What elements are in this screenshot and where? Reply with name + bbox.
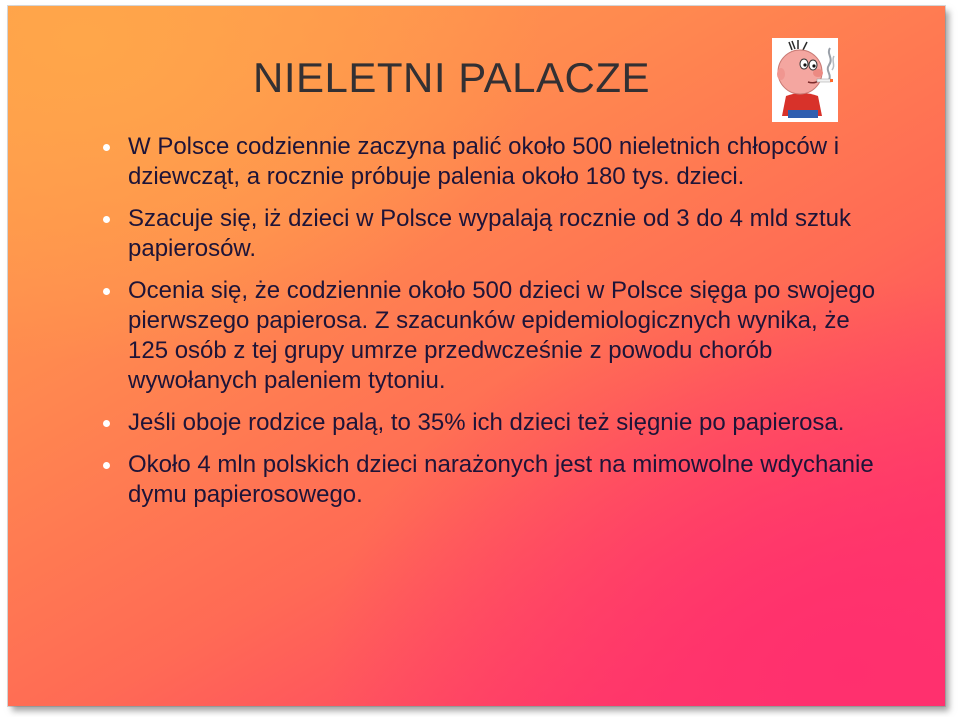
bullet-item — [128, 204, 888, 264]
bullet-dot-icon — [103, 462, 110, 469]
slide-title: NIELETNI PALACZE — [253, 54, 650, 101]
bullet-dot-icon — [103, 144, 110, 151]
bullet-text: Ocenia się, że codziennie około 500 dzieci w Polsce sięga po swojego pierwszego papierosa. Z szacunków epidemiologicznych wynika, że 125 osób z tej grupy umrze przedwcześnie z powodu chorób wywołanych paleniem tytoniu. — [128, 277, 876, 394]
slide — [8, 6, 945, 706]
bullet-item — [128, 132, 888, 192]
bullet-text: W Polsce codziennie zaczyna palić około 500 nieletnich chłopców i dziewcząt, a rocznie próbuje palenia około 180 tys. dzieci. — [128, 133, 840, 190]
bullet-list — [128, 132, 888, 522]
bullet-item — [128, 408, 888, 438]
bullet-dot-icon — [103, 420, 110, 427]
bullet-dot-icon — [103, 288, 110, 295]
bullet-item — [128, 450, 888, 510]
bullet-item — [128, 276, 888, 396]
bullet-text: Jeśli oboje rodzice palą, to 35% ich dzieci też sięgnie po papierosa. — [128, 409, 845, 436]
bullet-dot-icon — [103, 216, 110, 223]
bullet-text: Szacuje się, iż dzieci w Polsce wypalają rocznie od 3 do 4 mld sztuk papierosów. — [128, 205, 851, 262]
smoking-cartoon-icon — [772, 38, 838, 122]
bullet-text: Około 4 mln polskich dzieci narażonych jest na mimowolne wdychanie dymu papierosowego. — [128, 451, 874, 508]
